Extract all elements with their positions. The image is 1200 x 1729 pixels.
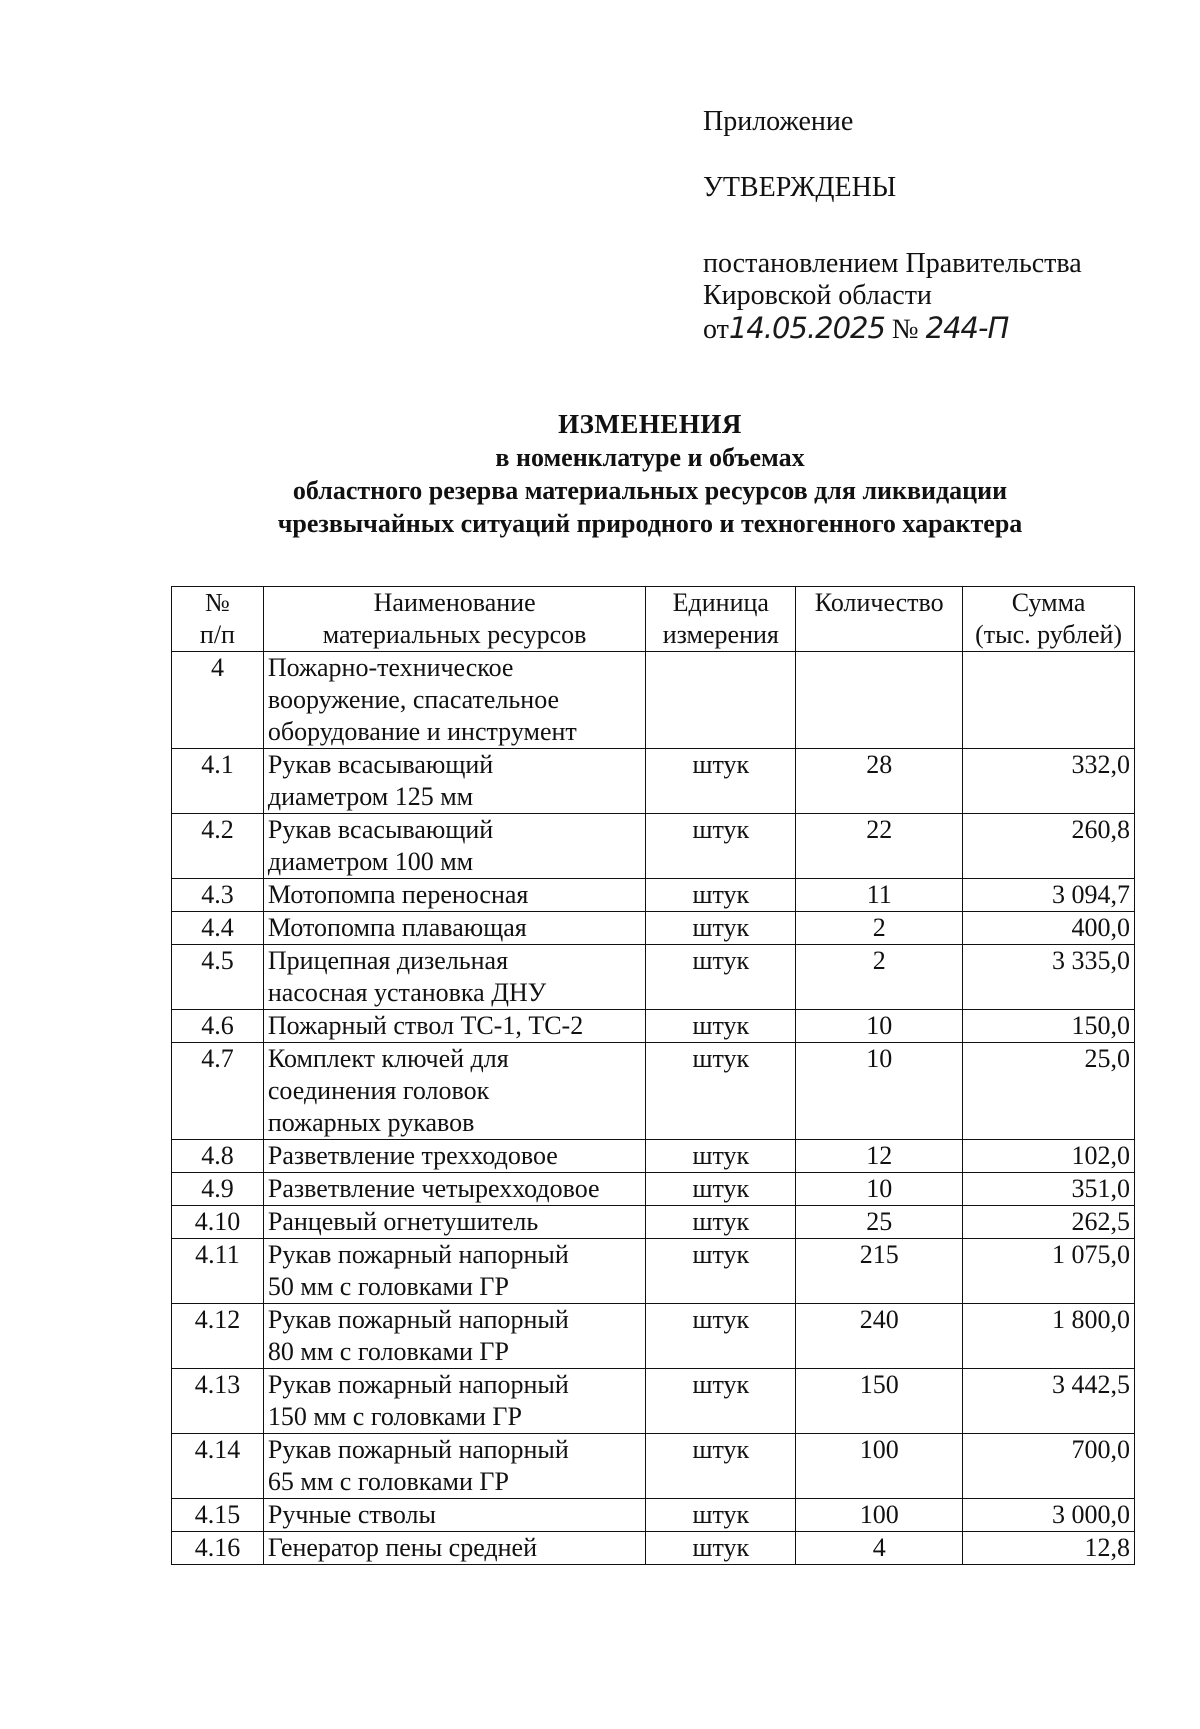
row-quantity <box>796 652 963 749</box>
resource-name-line: Рукав пожарный напорный <box>267 1370 569 1399</box>
table-row <box>172 1010 1135 1043</box>
row-number: 4 <box>172 652 264 749</box>
row-unit: штук <box>646 1239 796 1304</box>
row-quantity: 2 <box>796 912 963 945</box>
row-sum: 3 335,0 <box>963 945 1135 1010</box>
table-header-row <box>172 587 1135 652</box>
resource-name-line: Мотопомпа переносная <box>267 880 529 909</box>
row-resource-name <box>263 1173 645 1206</box>
resource-name-line: Пожарно-техническое <box>267 653 514 682</box>
resource-name-line: 150 мм с головками ГР <box>267 1402 522 1431</box>
row-quantity: 25 <box>796 1206 963 1239</box>
row-number: 4.16 <box>172 1532 264 1565</box>
row-unit: штук <box>646 1043 796 1140</box>
row-unit: штук <box>646 1369 796 1434</box>
header-unit-line-1: Единица <box>672 588 769 617</box>
row-sum: 12,8 <box>963 1532 1135 1565</box>
row-resource-name <box>263 1369 645 1434</box>
row-number: 4.9 <box>172 1173 264 1206</box>
row-resource-name <box>263 1010 645 1043</box>
row-unit: штук <box>646 1206 796 1239</box>
resource-name-line: Рукав пожарный напорный <box>267 1240 569 1269</box>
row-resource-name <box>263 1304 645 1369</box>
header-name <box>263 587 645 652</box>
row-number: 4.14 <box>172 1434 264 1499</box>
row-quantity: 240 <box>796 1304 963 1369</box>
resource-name-line: Мотопомпа плавающая <box>267 913 527 942</box>
row-number: 4.15 <box>172 1499 264 1532</box>
row-quantity: 2 <box>796 945 963 1010</box>
resource-name-line: Разветвление трехходовое <box>267 1141 558 1170</box>
row-sum: 700,0 <box>963 1434 1135 1499</box>
header-unit-line-2: измерения <box>662 620 779 649</box>
resource-name-line: оборудование и инструмент <box>267 717 577 746</box>
resources-table <box>171 586 1135 1565</box>
table-row <box>172 1304 1135 1369</box>
row-quantity: 22 <box>796 814 963 879</box>
appendix-label: Приложение <box>703 106 854 137</box>
row-number: 4.8 <box>172 1140 264 1173</box>
row-unit: штук <box>646 1532 796 1565</box>
from-label: от <box>703 314 729 345</box>
row-sum: 25,0 <box>963 1043 1135 1140</box>
header-sum <box>963 587 1135 652</box>
row-sum: 332,0 <box>963 749 1135 814</box>
row-quantity: 100 <box>796 1499 963 1532</box>
header-num-line-1: № <box>205 588 230 617</box>
row-unit: штук <box>646 1010 796 1043</box>
row-resource-name <box>263 1532 645 1565</box>
row-number: 4.4 <box>172 912 264 945</box>
row-number: 4.6 <box>172 1010 264 1043</box>
row-unit: штук <box>646 1173 796 1206</box>
title-line-4: чрезвычайных ситуаций природного и техногенного характера <box>277 509 1023 538</box>
table-row <box>172 749 1135 814</box>
table-body <box>172 652 1135 1565</box>
row-sum: 3 442,5 <box>963 1369 1135 1434</box>
resource-name-line: Генератор пены средней <box>267 1533 537 1562</box>
row-number: 4.5 <box>172 945 264 1010</box>
table-row <box>172 1140 1135 1173</box>
table-row <box>172 879 1135 912</box>
resource-name-line: вооружение, спасательное <box>267 685 560 714</box>
decree-line-2: Кировской области <box>703 280 932 311</box>
resource-name-line: 65 мм с головками ГР <box>267 1467 509 1496</box>
row-unit: штук <box>646 749 796 814</box>
header-sum-line-2: (тыс. рублей) <box>975 620 1123 649</box>
header-qty <box>796 587 963 652</box>
resource-name-line: насосная установка ДНУ <box>267 978 547 1007</box>
row-sum: 150,0 <box>963 1010 1135 1043</box>
approval-block <box>703 106 1082 346</box>
resource-name-line: Рукав пожарный напорный <box>267 1305 569 1334</box>
resource-name-line: пожарных рукавов <box>267 1108 475 1137</box>
table-row <box>172 1043 1135 1140</box>
table-row <box>172 814 1135 879</box>
table-row <box>172 1532 1135 1565</box>
resource-name-line: диаметром 125 мм <box>267 782 474 811</box>
table-row <box>172 1499 1135 1532</box>
number-label: № <box>891 314 919 345</box>
row-unit: штук <box>646 1499 796 1532</box>
table-row <box>172 1206 1135 1239</box>
row-sum: 262,5 <box>963 1206 1135 1239</box>
resource-name-line: Рукав пожарный напорный <box>267 1435 569 1464</box>
row-quantity: 150 <box>796 1369 963 1434</box>
row-resource-name <box>263 1043 645 1140</box>
decree-date: 14.05.2025 <box>728 311 885 345</box>
row-sum <box>963 652 1135 749</box>
row-unit <box>646 652 796 749</box>
row-unit: штук <box>646 1304 796 1369</box>
row-resource-name <box>263 814 645 879</box>
row-sum: 1 800,0 <box>963 1304 1135 1369</box>
row-unit: штук <box>646 912 796 945</box>
row-number: 4.12 <box>172 1304 264 1369</box>
header-qty-label: Количество <box>814 588 944 617</box>
row-quantity: 10 <box>796 1010 963 1043</box>
header-unit <box>646 587 796 652</box>
title-line-2: в номенклатуре и объемах <box>495 443 805 472</box>
row-quantity: 12 <box>796 1140 963 1173</box>
header-name-line-2: материальных ресурсов <box>322 620 587 649</box>
row-sum: 260,8 <box>963 814 1135 879</box>
resource-name-line: Рукав всасывающий <box>267 815 494 844</box>
row-quantity: 4 <box>796 1532 963 1565</box>
row-number: 4.13 <box>172 1369 264 1434</box>
row-sum: 3 094,7 <box>963 879 1135 912</box>
row-sum: 400,0 <box>963 912 1135 945</box>
row-number: 4.11 <box>172 1239 264 1304</box>
row-unit: штук <box>646 945 796 1010</box>
row-unit: штук <box>646 1140 796 1173</box>
resource-name-line: Ручные стволы <box>267 1500 436 1529</box>
decree-line-1: постановлением Правительства <box>703 248 1082 279</box>
table-row <box>172 912 1135 945</box>
row-unit: штук <box>646 814 796 879</box>
row-sum: 102,0 <box>963 1140 1135 1173</box>
resource-name-line: Рукав всасывающий <box>267 750 494 779</box>
row-sum: 3 000,0 <box>963 1499 1135 1532</box>
row-number: 4.10 <box>172 1206 264 1239</box>
row-resource-name <box>263 1206 645 1239</box>
row-resource-name <box>263 1499 645 1532</box>
row-quantity: 10 <box>796 1173 963 1206</box>
row-sum: 1 075,0 <box>963 1239 1135 1304</box>
title-line-3: областного резерва материальных ресурсов для ликвидации <box>292 476 1008 505</box>
row-quantity: 100 <box>796 1434 963 1499</box>
row-quantity: 215 <box>796 1239 963 1304</box>
row-number: 4.3 <box>172 879 264 912</box>
resource-name-line: Разветвление четырехходовое <box>267 1174 600 1203</box>
row-number: 4.1 <box>172 749 264 814</box>
resource-name-line: Прицепная дизельная <box>267 946 509 975</box>
resource-name-line: Пожарный ствол ТС-1, ТС-2 <box>267 1011 584 1040</box>
resource-name-line: Комплект ключей для <box>267 1044 509 1073</box>
row-resource-name <box>263 1434 645 1499</box>
title-main: ИЗМЕНЕНИЯ <box>558 409 742 439</box>
row-quantity: 11 <box>796 879 963 912</box>
row-sum: 351,0 <box>963 1173 1135 1206</box>
document-title <box>160 408 1140 540</box>
table-row <box>172 945 1135 1010</box>
table-row <box>172 1369 1135 1434</box>
row-quantity: 10 <box>796 1043 963 1140</box>
table-row <box>172 1173 1135 1206</box>
resource-name-line: 80 мм с головками ГР <box>267 1337 509 1366</box>
row-number: 4.2 <box>172 814 264 879</box>
row-resource-name <box>263 652 645 749</box>
table-row <box>172 1239 1135 1304</box>
resource-name-line: Ранцевый огнетушитель <box>267 1207 539 1236</box>
resource-name-line: соединения головок <box>267 1076 490 1105</box>
table-row <box>172 652 1135 749</box>
resource-name-line: 50 мм с головками ГР <box>267 1272 509 1301</box>
decree-date-number <box>703 312 1082 346</box>
row-resource-name <box>263 945 645 1010</box>
header-name-line-1: Наименование <box>373 588 536 617</box>
table-row <box>172 1434 1135 1499</box>
row-resource-name <box>263 1140 645 1173</box>
approved-label: УТВЕРЖДЕНЫ <box>703 172 897 203</box>
decree-number: 244-П <box>925 311 1009 345</box>
row-resource-name <box>263 879 645 912</box>
row-number: 4.7 <box>172 1043 264 1140</box>
row-unit: штук <box>646 879 796 912</box>
row-resource-name <box>263 749 645 814</box>
header-sum-line-1: Сумма <box>1011 588 1086 617</box>
row-unit: штук <box>646 1434 796 1499</box>
row-resource-name <box>263 1239 645 1304</box>
resource-name-line: диаметром 100 мм <box>267 847 474 876</box>
header-num <box>172 587 264 652</box>
row-quantity: 28 <box>796 749 963 814</box>
row-resource-name <box>263 912 645 945</box>
header-num-line-2: п/п <box>199 620 235 649</box>
